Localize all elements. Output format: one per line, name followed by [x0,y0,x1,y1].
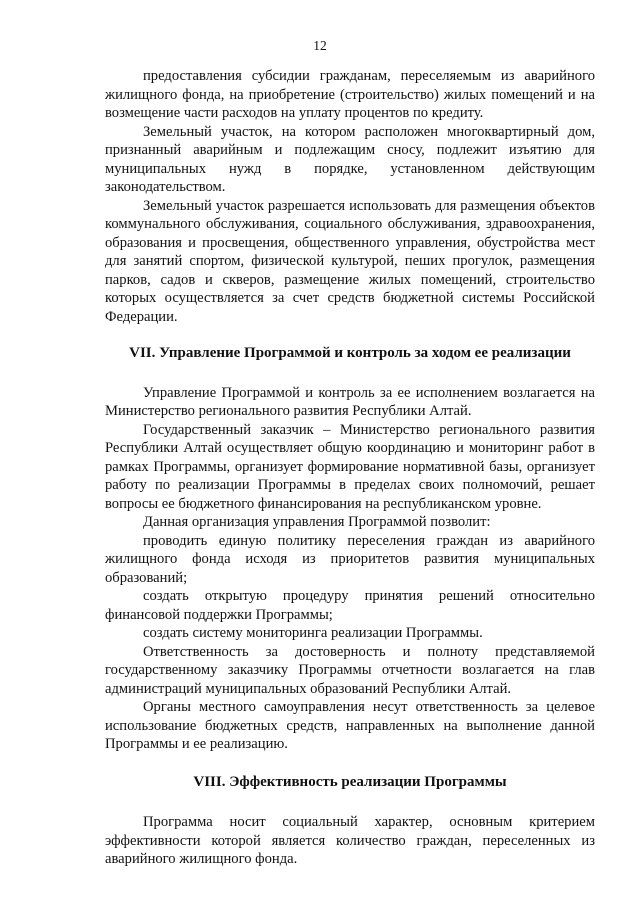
section-7-paragraph-1: Управление Программой и контроль за ее исполнением возлагается на Министерство регионального развития Республики Алтай. [105,384,595,419]
intro-paragraph-3: Земельный участок разрешается использовать для размещения объектов коммунального обслуживания, социального обслуживания, здравоохранения, образования и просвещения, общественного управления, обустройства мест для занятий спортом, физической культурой, пеших прогулок, размещения парков, садов и скверов, размещение жилых помещений, строительство которых осуществляется за счет средств бюджетной системы Российской Федерации. [105,197,595,325]
section-7-paragraph-3: Данная организация управления Программой позволит: [143,514,491,530]
section-7-paragraph-8: Органы местного самоуправления несут ответственность за целевое использование бюджетных средств, направленных на выполнение данной Программы и ее реализацию. [105,699,595,752]
section-7-paragraph-6: создать систему мониторинга реализации Программы. [143,625,483,641]
page-number: 12 [313,38,327,53]
intro-paragraph-2: Земельный участок, на котором расположен многоквартирный дом, признанный аварийным и подлежащим сносу, подлежит изъятию для муниципальных нужд в порядке, установленном действующим законодательством. [105,123,595,195]
section-7-paragraph-2: Государственный заказчик – Министерство регионального развития Республики Алтай осуществляет общую координацию и мониторинг работ в рамках Программы, организует формирование нормативной базы, организует работу по реализации Программы в пределах своих полномочий, решает вопросы ее бюджетного финансирования на республиканском уровне. [105,421,595,512]
section-7-heading: VII. Управление Программой и контроль за ходом ее реализации [129,345,571,361]
section-7-paragraph-4: проводить единую политику переселения граждан из аварийного жилищного фонда исходя из приоритетов развития муниципальных образований; [105,532,595,586]
intro-paragraph-1: предоставления субсидии гражданам, переселяемым из аварийного жилищного фонда, на приобретение (строительство) жилых помещений и на возмещение части расходов на уплату процентов по кредиту. [105,68,595,121]
section-8-heading: VIII. Эффективность реализации Программы [193,773,507,790]
section-7-paragraph-7: Ответственность за достоверность и полноту представляемой государственному заказчику Программы отчетности возлагается на глав администраций муниципальных образований Республики Алтай. [105,643,595,697]
document-body [105,67,595,869]
section-8-paragraph-1: Программа носит социальный характер, основным критерием эффективности которой является количество граждан, переселенных из аварийного жилищного фонда. [105,814,595,867]
section-7-paragraph-5: создать открытую процедуру принятия решений относительно финансовой поддержки Программы; [105,588,595,623]
